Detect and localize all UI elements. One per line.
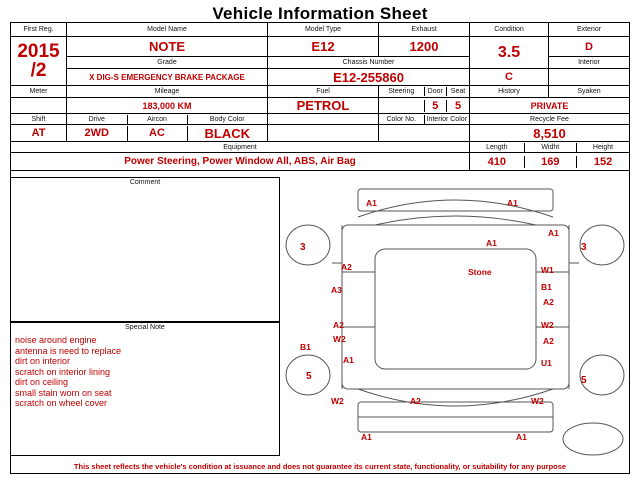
meter-value [11,98,67,114]
special-note-line: antenna is need to replace [15,345,122,356]
special-note-line: dirt on ceiling [15,377,69,387]
color-no-label: Color No. [386,115,417,123]
fuel-label: Fuel [268,86,379,98]
exhaust-label: Exhaust [379,23,470,37]
damage-mark: 5 [581,375,587,386]
model-type-label: Model Type [268,23,379,37]
mileage-label: Mileage [67,86,268,98]
special-note-box[interactable] [10,322,280,456]
damage-mark: B1 [300,342,311,352]
drive-aircon-body-values [67,125,268,142]
door-label: Door [424,87,447,96]
steering-label: Steering [388,88,415,95]
special-note-line: scratch on wheel cover [15,398,108,408]
dimension-labels [470,142,630,153]
special-note-list [11,335,279,409]
damage-mark: A1 [548,228,559,238]
special-note-line: noise around engine [15,335,97,345]
grade-label: Grade [67,57,268,69]
page-title: Vehicle Information Sheet [212,4,428,23]
damage-mark: W2 [531,396,544,406]
model-name-value: NOTE [67,37,268,57]
length-value: 410 [487,155,506,168]
body-color-label: Body Color [187,115,267,124]
special-note-line: dirt on interior [15,356,71,366]
interior-value: C [470,69,549,86]
meter-label: Meter [11,86,67,98]
footer-disclaimer: This sheet reflects the vehicle's condition at issuance and does not guarantee its current state, functionality, or suitability for any purpose [73,462,567,471]
damage-mark: A2 [341,262,352,272]
damage-mark: W2 [333,334,346,344]
grade-value: X DIG-S EMERGENCY BRAKE PACKAGE [67,69,268,86]
recycle-fee-label: Recycle Fee [470,114,630,125]
special-note-line: small stain worn on seat [15,387,112,398]
length-label: Length [486,143,508,151]
equipment-label: Equipment [11,142,470,153]
seat-label: Seat [447,87,470,96]
damage-mark: A1 [361,432,372,442]
first-reg-year: 2015 [17,41,60,62]
comment-label: Comment [129,179,161,186]
exterior-value: D [549,37,630,57]
model-type-value: E12 [268,37,379,57]
interior-label: Interior [549,57,630,69]
comment-box[interactable] [10,177,280,322]
damage-mark: A1 [507,198,518,208]
damage-mark: 3 [581,242,587,253]
steering-value [379,100,424,112]
damage-mark: A2 [333,320,344,330]
width-label: Widht [524,143,576,152]
body-color-label-cell [268,114,379,125]
shift-drive-aircon-labels [11,114,67,125]
damage-mark: W2 [331,396,344,406]
steering-door-seat-values [379,98,470,114]
damage-mark: A1 [366,198,377,208]
aircon-value: AC [127,126,187,141]
body-color-value: BLACK [187,126,267,141]
door-value: 5 [424,100,447,112]
damage-mark: A1 [486,238,497,248]
damage-mark: A1 [516,432,527,442]
damage-mark: A3 [331,285,342,295]
history-value: PRIVATE [470,98,630,114]
special-note-line: scratch on interior lining [15,366,111,377]
steering-door-seat-label [379,86,470,98]
damage-mark: U1 [541,358,552,368]
shift-label: Shift [31,115,46,123]
history-label: History [470,86,549,98]
width-value: 169 [524,156,576,168]
damage-mark: 3 [300,242,306,253]
first-reg-value [11,37,67,86]
color-no-interior-labels [379,114,470,125]
seat-value: 5 [447,100,470,112]
interior-color-label: Interior Color [424,115,469,124]
damage-mark: 5 [306,371,312,382]
drive-value: 2WD [84,127,109,139]
drive-label: Drive [88,115,105,123]
model-name-label: Model Name [67,23,268,37]
exterior-label: Exterior [549,23,630,37]
damage-mark: A2 [543,336,554,346]
condition-value: 3.5 [470,37,549,69]
damage-mark: A1 [343,355,354,365]
car-outline-svg [280,177,630,457]
exhaust-value: 1200 [379,37,470,57]
color-no-interior-values [379,125,470,142]
condition-label: Condition [470,23,549,37]
height-label: Height [577,143,629,152]
damage-mark: W1 [541,265,554,275]
stone-mark-label: Stone [468,267,492,277]
dimension-values [470,153,630,171]
aircon-label: Aircon [127,115,187,124]
shift-value: AT [11,125,67,142]
special-note-label: Special Note [125,324,165,331]
damage-mark: A2 [410,396,421,406]
height-value: 152 [577,156,629,168]
mileage-value: 183,000 KM [67,98,268,114]
vehicle-damage-diagram [280,177,630,457]
first-reg-label: First Reg. [11,23,67,37]
damage-mark: A2 [543,297,554,307]
recycle-fee-value: 8,510 [470,125,630,142]
fuel-value: PETROL [268,98,379,114]
equipment-value: Power Steering, Power Window All, ABS, Air Bag [11,153,470,171]
damage-mark: W2 [541,320,554,330]
chassis-label: Chassis Number [268,57,470,69]
syaken-label: Syaken [549,86,630,98]
damage-mark: B1 [541,282,552,292]
header-table [10,22,630,171]
chassis-value: E12-255860 [268,69,470,86]
body-color-spacer [268,125,379,142]
drive-aircon-labels [67,114,268,125]
first-reg-month: /2 [30,60,47,81]
